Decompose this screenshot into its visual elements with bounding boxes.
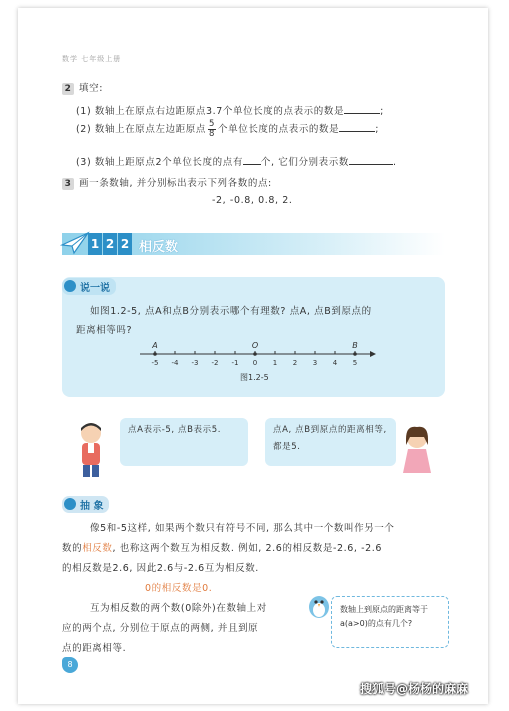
- number-line: [130, 338, 380, 370]
- axis-tick-label: -2: [211, 359, 219, 367]
- abstract-p2-line1: 互为相反数的两个数(0除外)在数轴上对: [90, 603, 267, 614]
- label-o: O: [251, 341, 259, 350]
- q2-text-a: 数轴上在原点左边距原点: [94, 124, 206, 135]
- exercise-2-q2: [76, 120, 379, 139]
- axis-tick-label: -1: [231, 359, 239, 367]
- point-a: [153, 352, 157, 356]
- q2-text-b: 个单位长度的点表示的数是: [218, 124, 340, 135]
- answer-blank: [243, 155, 261, 165]
- abstract-tag-label: 抽 象: [80, 500, 104, 512]
- q1-text: (1) 数轴上在原点右边距原点3.7个单位长度的点表示的数是: [76, 106, 345, 117]
- q2-end: ;: [375, 124, 380, 135]
- exercise-label: 填空:: [79, 83, 104, 94]
- page-number: 8: [62, 657, 78, 673]
- answer-blank: [349, 155, 393, 165]
- exercise-number: 3: [62, 178, 74, 190]
- speech-bubble-left: 点A表示-5, 点B表示5.: [120, 418, 248, 466]
- axis-tick-label: 4: [332, 359, 338, 367]
- fraction: [208, 120, 216, 139]
- q2-number: (2): [76, 124, 95, 135]
- axis-tick-label: 3: [312, 359, 318, 367]
- discuss-tag-label: 说一说: [80, 282, 110, 294]
- exercise-2-q3: [76, 154, 397, 168]
- axis-tick-label: -4: [171, 359, 179, 367]
- exercise-3-values: -2, -0.8, 0.8, 2.: [212, 195, 293, 206]
- paper-plane-icon: [60, 229, 90, 255]
- axis-tick-label: -5: [151, 359, 159, 367]
- exercise-3-text: 画一条数轴, 并分别标出表示下列各数的点:: [79, 178, 272, 189]
- abstract-tag: [62, 496, 109, 513]
- zero-text: 0的: [145, 583, 162, 594]
- label-a: A: [152, 341, 158, 350]
- section-digit: 1: [88, 233, 102, 255]
- axis-tick-label: 2: [292, 359, 298, 367]
- abstract-p1-line1: 像5和-5这样, 如果两个数只有符号不同, 那么其中一个数叫作另一个: [90, 523, 395, 534]
- discuss-line-2: 距离相等吗?: [76, 325, 133, 336]
- section-number: [88, 233, 133, 255]
- girl-character-icon: [398, 425, 436, 475]
- label-b: B: [352, 341, 358, 350]
- abstract-p1-line2: [62, 540, 382, 554]
- section-title: 相反数: [139, 240, 179, 255]
- abstract-p2-line2: 应的两个点, 分别位于原点的两侧, 并且到原: [62, 623, 259, 634]
- exercise-2-q1: [76, 103, 384, 117]
- exercise-2-heading: [62, 80, 103, 95]
- thinking-tip: 数轴上到原点的距离等于a(a>0)的点有几个?: [331, 596, 449, 648]
- axis-tick-label: 0: [252, 359, 258, 367]
- answer-blank: [344, 104, 380, 114]
- bird-mascot-icon: [305, 590, 333, 620]
- axis-tick-label: 5: [352, 359, 358, 367]
- p1-text: , 也称这两个数互为相反数. 例如, 2.6的相反数是-2.6, -2.6: [112, 543, 383, 554]
- figure-caption: 图1.2-5: [240, 373, 269, 382]
- watermark: 搜狐号@杨杨的麻麻: [360, 682, 469, 696]
- q3-text-b: 个, 它们分别表示数: [260, 157, 349, 168]
- q3-text-a: (3) 数轴上距原点2个单位长度的点有: [76, 157, 243, 168]
- zero-text: 是0.: [192, 583, 213, 594]
- abstract-icon: [64, 498, 76, 510]
- zero-definition: [145, 580, 212, 594]
- running-header: 数学 七年级上册: [62, 55, 122, 63]
- discuss-line-1: 如图1.2-5, 点A和点B分别表示哪个有理数? 点A, 点B到原点的: [90, 306, 372, 317]
- point-b: [353, 352, 357, 356]
- q1-end: ;: [380, 106, 384, 117]
- abstract-p1-line3: 的相反数是2.6, 因此2.6与-2.6互为相反数.: [62, 563, 259, 574]
- section-digit: 2: [118, 233, 132, 255]
- fraction-numerator: 5: [209, 119, 216, 129]
- abstract-p2-line3: 点的距离相等.: [62, 643, 127, 654]
- axis-arrow: [370, 351, 376, 357]
- discuss-tag: [62, 278, 116, 295]
- section-digit: 2: [103, 233, 117, 255]
- axis-tick-label: -3: [191, 359, 199, 367]
- p1-text: 数的: [62, 543, 83, 554]
- keyword-opposite-number: 相反数: [82, 543, 113, 554]
- axis-tick-label: 1: [272, 359, 278, 367]
- exercise-3: [62, 175, 272, 190]
- boy-character-icon: [72, 420, 110, 478]
- keyword-opposite-number: 相反数: [161, 583, 193, 594]
- abstract-header: [62, 495, 109, 514]
- answer-blank: [339, 122, 375, 132]
- speech-bubble-right: 点A, 点B到原点的距离相等, 都是5.: [265, 418, 396, 466]
- point-o: [253, 352, 257, 356]
- fraction-denominator: 8: [209, 129, 216, 139]
- discuss-header: [62, 277, 116, 294]
- speech-bubble-icon: [64, 280, 76, 292]
- exercise-number: 2: [62, 83, 74, 95]
- q3-end: .: [392, 157, 397, 168]
